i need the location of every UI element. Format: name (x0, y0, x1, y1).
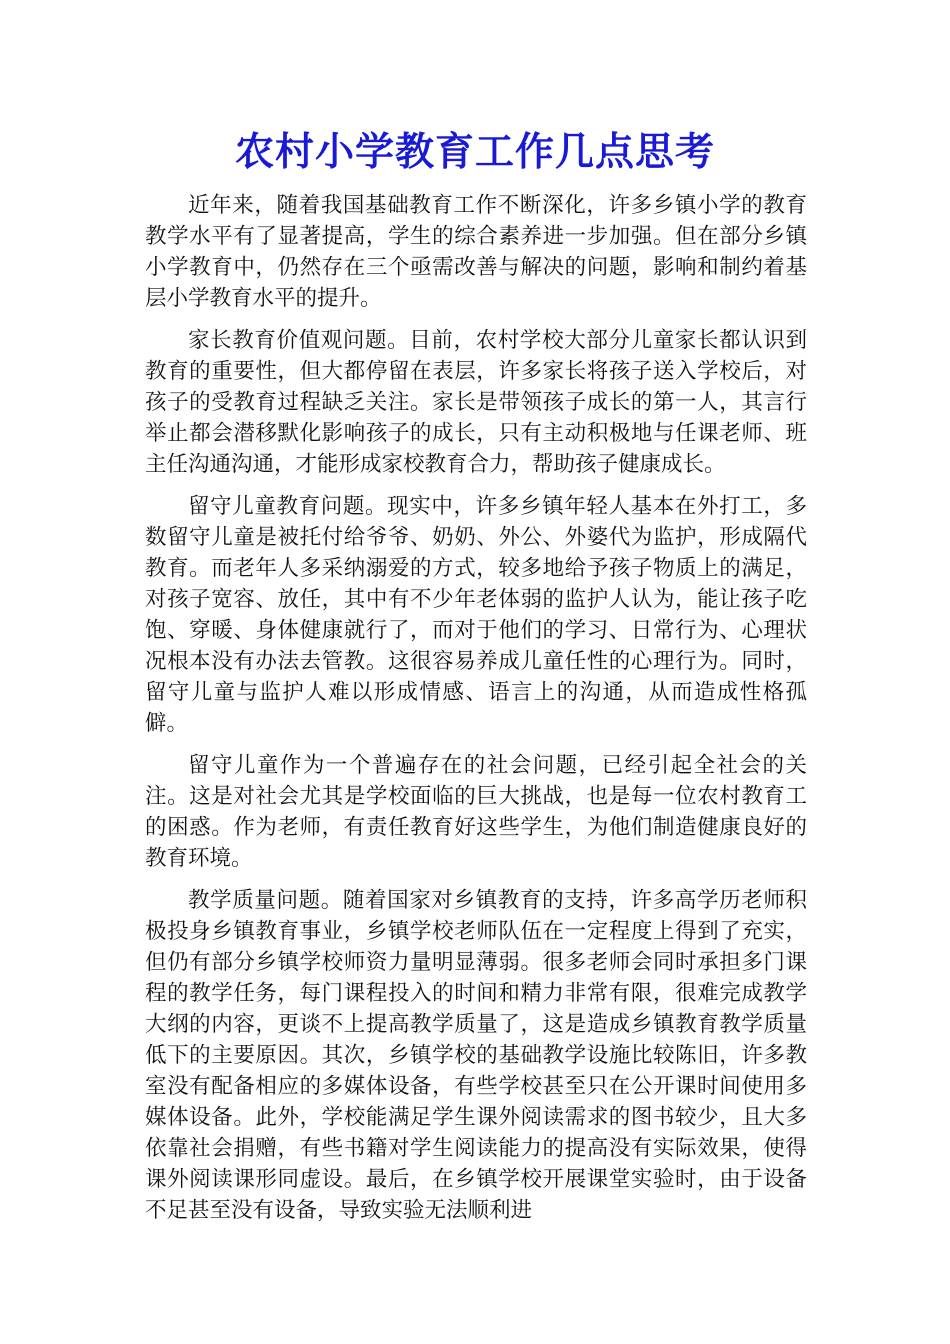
document-title: 农村小学教育工作几点思考 (234, 129, 715, 175)
paragraph-left-behind-children: 留守儿童教育问题。现实中，许多乡镇年轻人基本在外打工，多数留守儿童是被托付给爷爷、奶奶、外公、外婆代为监护，形成隔代教育。而老年人多采纳溺爱的方式，较多地给予孩子物质上的满足，对孩子宽容、放任，其中有不少年老体弱的监护人认为，能让孩子吃饱、穿暖、身体健康就行了，而对于他们的学习、日常行为、心理状况根本没有办法去管教。这很容易养成儿童任性的心理行为。同时，留守儿童与监护人难以形成情感、语言上的沟通，从而造成性格孤僻。 (145, 494, 807, 736)
paragraph-parent-values: 家长教育价值观问题。目前，农村学校大部分儿童家长都认识到教育的重要性，但大都停留在表层，许多家长将孩子送入学校后，对孩子的受教育过程缺乏关注。家长是带领孩子成长的第一人，其言行举止都会潜移默化影响孩子的成长，只有主动积极地与任课老师、班主任沟通沟通，才能形成家校教育合力，帮助孩子健康成长。 (145, 328, 807, 477)
paragraph-intro: 近年来，随着我国基础教育工作不断深化，许多乡镇小学的教育教学水平有了显著提高，学生的综合素养进一步加强。但在部分乡镇小学教育中，仍然存在三个亟需改善与解决的问题，影响和制约着基层小学教育水平的提升。 (145, 193, 807, 311)
paragraph-teaching-quality: 教学质量问题。随着国家对乡镇教育的支持，许多高学历老师积极投身乡镇教育事业，乡镇学校老师队伍在一定程度上得到了充实，但仍有部分乡镇学校师资力量明显薄弱。很多老师会同时承担多门课程的教学任务，每门课程投入的时间和精力非常有限，很难完成教学大纲的内容，更谈不上提高教学质量了，这是造成乡镇教育教学质量低下的主要原因。其次，乡镇学校的基础教学设施比较陈旧，许多教室没有配备相应的多媒体设备，有些学校甚至只在公开课时间使用多媒体设备。此外，学校能满足学生课外阅读需求的图书较少，且大多依靠社会捐赠，有些书籍对学生阅读能力的提高没有实际效果，使得课外阅读课形同虚设。最后，在乡镇学校开展课堂实验时，由于设备不足甚至没有设备，导致实验无法顺利进 (145, 888, 807, 1223)
paragraph-social-concern: 留守儿童作为一个普遍存在的社会问题，已经引起全社会的关注。这是对社会尤其是学校面临的巨大挑战，也是每一位农村教育工的困惑。作为老师，有责任教育好这些学生，为他们制造健康良好的教育环境。 (145, 753, 807, 871)
document-body (145, 190, 807, 1237)
